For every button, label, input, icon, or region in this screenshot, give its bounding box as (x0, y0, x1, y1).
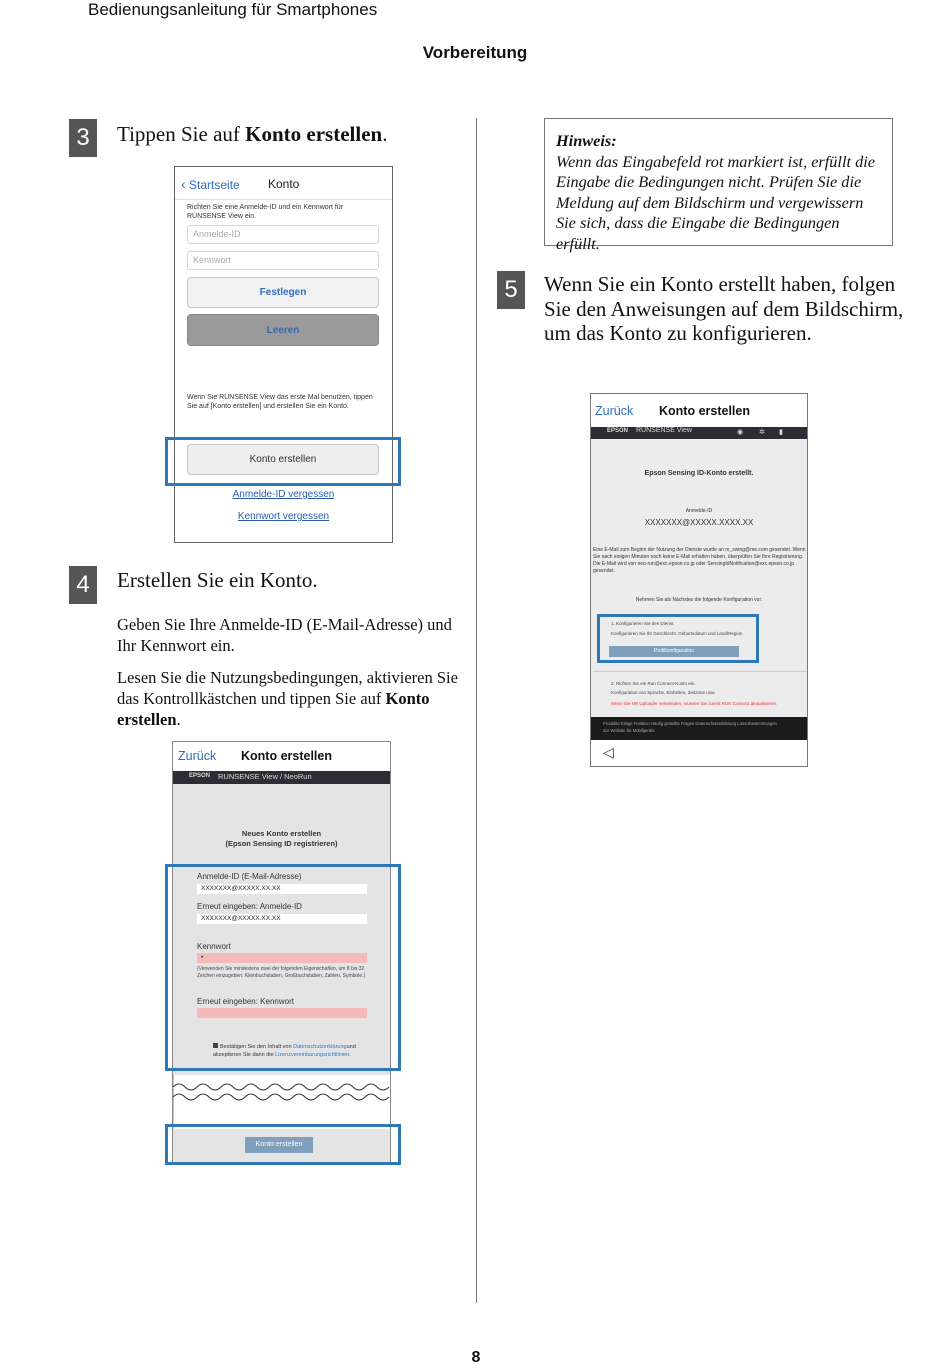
consent-text-a: Bestätigen Sie den Inhalt von (220, 1044, 294, 1050)
omission-gap (173, 1075, 390, 1129)
column-divider (476, 118, 477, 1303)
forgot-password-link[interactable]: Kennwort vergessen (237, 511, 330, 522)
create-account-button[interactable]: Konto erstellen (187, 444, 379, 475)
back-link[interactable] (181, 176, 240, 192)
step-3-badge: 3 (69, 119, 97, 157)
password-confirm-label: Erneut eingeben: Kennwort (197, 997, 294, 1006)
form-heading-line-1: Neues Konto erstellen (241, 829, 322, 838)
step-4-para-2-bold: Konto erstellen (117, 689, 430, 729)
id-confirm-input[interactable]: XXXXXXX@XXXXX.XX.XX (197, 914, 367, 924)
login-id-input[interactable]: Anmelde-ID (187, 225, 379, 244)
nav-title: Konto (268, 177, 300, 191)
note-label: Hinweis: (556, 131, 617, 150)
step-4-para-1: Geben Sie Ihre Anmelde-ID (E-Mail-Adresse) und Ihr Kennwort ein. (117, 615, 452, 655)
id-input[interactable]: XXXXXXX@XXXXX.XX.XX (197, 884, 367, 894)
config-2-title: 2. Richten Sie ein Run Connect-Konto ein. (611, 681, 696, 686)
account-created-screenshot (590, 393, 808, 767)
menu-icon[interactable]: ▮ (779, 429, 783, 436)
nav-title: Konto erstellen (659, 404, 750, 418)
step-4-para-2-end: . (176, 710, 181, 729)
break-mark-icon (173, 1075, 391, 1129)
set-button[interactable]: Festlegen (187, 277, 379, 308)
config-2-detail: Konfiguration von Sprache, Einheiten, Zeitzone usw. (611, 690, 716, 695)
config-1-title: 1. Konfigurieren Sie den Dienst. (611, 621, 675, 626)
app-bar (173, 771, 390, 784)
password-rule: (Verwenden Sie mindestens zwei der folgenden Eigenschaften, um 8 bis 32 Zeichen einzugeben: Kleinbuchstaben, Großbuchstaben, Zahlen, Symbole.) (197, 966, 366, 979)
step-5-badge: 5 (497, 271, 525, 309)
nav-title: Konto erstellen (241, 749, 332, 763)
id-label: Anmelde-ID (E-Mail-Adresse) (197, 872, 302, 881)
form-heading (173, 829, 390, 849)
nav-bar (175, 167, 392, 200)
password-input[interactable]: Kennwort (187, 251, 379, 270)
nav-bar (173, 742, 390, 771)
password-label: Kennwort (197, 942, 231, 951)
step-3-title-text: Tippen Sie auf (117, 122, 246, 146)
back-link[interactable]: Zurück (595, 404, 634, 418)
clear-button[interactable]: Leeren (187, 314, 379, 346)
divider (593, 671, 807, 672)
step-4-badge: 4 (69, 566, 97, 604)
mobile-site-link[interactable]: Zur Website für Mobilgeräte (603, 728, 655, 733)
chat-icon[interactable]: ◉ (737, 429, 744, 436)
submit-button[interactable]: Konto erstellen (245, 1137, 313, 1153)
highlight-frame (165, 864, 401, 1071)
highlight-frame (165, 1124, 401, 1165)
created-message: Epson Sensing ID-Konto erstellt. (644, 470, 754, 477)
app-name: RUNSENSE View (636, 427, 692, 434)
step-5-title: Wenn Sie ein Konto erstellt haben, folgen Sie den Anweisungen auf dem Bildschirm, um das Konto zu konfigurieren. (544, 272, 904, 345)
profile-config-button[interactable]: Profilkonfiguration (609, 646, 739, 657)
config-1-detail: Konfigurieren Sie Ihr Geschlecht, Geburtsdatum und Land/Region (611, 631, 743, 636)
password-input[interactable]: • (197, 953, 367, 963)
forgot-id-link[interactable]: Anmelde-ID vergessen (232, 489, 335, 500)
back-link[interactable]: Zurück (178, 749, 217, 763)
consent-text-b: und akzeptieren Sie dann die (213, 1044, 356, 1058)
form-heading-line-2: (Epson Sensing ID registrieren) (225, 839, 338, 848)
first-use-hint: Wenn Sie RUNSENSE View das erste Mal benutzen, tippen Sie auf [Konto erstellen] und erstellen Sie ein Konto. (187, 394, 373, 410)
brand-logo: EPSON (607, 428, 629, 434)
footer-bar (591, 717, 807, 740)
next-config-text: Nehmen Sie als Nächstes die folgende Konfiguration vor. (635, 597, 763, 603)
back-label: Startseite (189, 178, 240, 192)
license-link[interactable]: Lizenzvereinbarungsrichtlinien (275, 1052, 350, 1058)
page-number: 8 (471, 1349, 481, 1366)
step-4-para-2 (117, 667, 462, 730)
consent-text-c: . (349, 1052, 351, 1058)
privacy-link[interactable]: Datenschutzerklärung (293, 1044, 347, 1050)
nav-bar (591, 394, 807, 427)
intro-text: Richten Sie eine Anmelde-ID und ein Kennwort für RUNSENSE View ein. (187, 204, 344, 220)
step-3-title (117, 122, 387, 147)
highlight-frame (165, 437, 401, 486)
step-4-para-2-text: Lesen Sie die Nutzungsbedingungen, aktivieren Sie das Kontrollkästchen und tippen Sie auf (117, 668, 458, 708)
footer-links[interactable]: Produkte Einige Funktion Häufig gestellte Fragen Datenschutzerklärung Lizenzbestimmungen (603, 721, 777, 726)
gear-icon[interactable]: ✲ (759, 429, 765, 436)
step-3-title-end: . (382, 122, 388, 146)
id-confirm-label: Erneut eingeben: Anmelde-ID (197, 902, 302, 911)
id-value: XXXXXXX@XXXXX.XXXX.XX (644, 518, 754, 527)
app-bar (591, 427, 807, 439)
app-name: RUNSENSE View / NeoRun (218, 772, 312, 781)
brand-logo: EPSON (189, 773, 211, 779)
highlight-frame (597, 614, 759, 663)
step-3-title-bold: Konto erstellen (245, 122, 383, 146)
system-nav-bar (591, 740, 807, 767)
step-4-title: Erstellen Sie ein Konto. (117, 568, 318, 592)
chevron-left-icon: ‹ (181, 176, 186, 192)
running-head: Bedienungsanleitung für Smartphones (88, 0, 378, 19)
note-text: Wenn das Eingabefeld rot markiert ist, erfüllt die Eingabe die Bedingungen nicht. Prüfen Sie die Meldung auf dem Bildschirm und vergewissern Sie sich, dass die Eingabe die Bedingungen erfüllt. (556, 151, 875, 253)
id-label: Anmelde-ID (685, 508, 713, 514)
warning-text: Wenn Sie NR Uploader verwenden, müssen Sie zuerst RUN Connect aktualisieren. (611, 701, 778, 706)
back-triangle-icon[interactable]: ◁ (603, 744, 614, 760)
section-title: Vorbereitung (422, 43, 528, 62)
note-box (544, 118, 893, 253)
mail-notice: Eine E-Mail zum Beginn der Nutzung der Dienste wurde an m_swing@me.com gesendet. Wenn Sie nach einigen Minuten noch keine E-Mail erhalten haben, überprüfen Sie Ihre Registrierung. Die E-Mail wird von neo-run@exc.epson.co.jp oder SensingIdNotification@exc.epson.co.jp gesendet. (593, 547, 806, 574)
account-screenshot (174, 166, 393, 543)
